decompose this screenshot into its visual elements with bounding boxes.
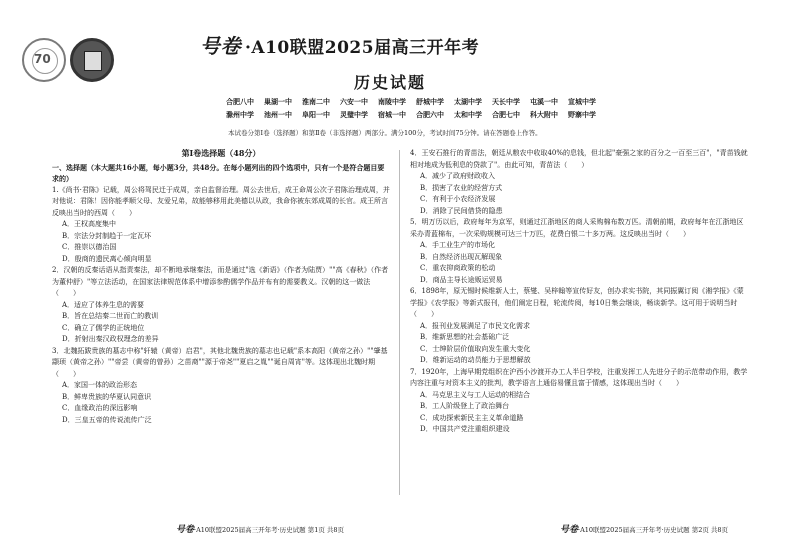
- school-list-row-2: [226, 110, 596, 120]
- school-name: 太和中学: [454, 110, 482, 119]
- school-building-icon: [70, 38, 114, 82]
- school-name: 灵璧中学: [340, 110, 368, 119]
- question-stem: 3．北魏拓跋贵族的墓志中称"轩辕（黄帝）启君"，其他北魏贵族的墓志也记载"系本高阳（黄帝之孙）""肇基颛顼（黄帝之孙）""帝尝（黄帝的曾孙）之苗裔""源于帝尧""夏启之胤""诞自周宵"等。这体现出北魏时期（ ）: [52, 346, 388, 378]
- answer-option: A．报刊业发展满足了市民文化需求: [420, 321, 531, 330]
- answer-option: D．消除了民间借贷的隐患: [420, 206, 503, 215]
- school-name: 天长中学: [492, 97, 520, 106]
- question-stem: 5．明万历以后，政府每年为京军，则通过江浙地区的商人采购棉布数万匹。清朝前期，政府每年在江浙地区采办青蓝棉布，一次采购规模可达三十万匹，花费白银二十多万两。这反映出当时（ ）: [410, 218, 744, 238]
- answer-option: D．三皇五帝的传说流传广泛: [62, 415, 152, 424]
- answer-option: A．家国一体的政治形态: [62, 381, 138, 389]
- school-name: 合肥八中: [226, 97, 254, 106]
- answer-option: A．适应了体养生息的需要: [62, 300, 145, 309]
- answer-option: A．减少了政府财政收入: [420, 172, 496, 180]
- answer-option: A．手工业生产的市场化: [420, 241, 496, 249]
- answer-option: D．殷商的遗民离心倾向明显: [62, 254, 152, 263]
- school-name: 野寨中学: [568, 110, 596, 119]
- answer-option: B．鲜卑贵族的华夏认同意识: [62, 392, 152, 401]
- school-name: 阜阳一中: [302, 110, 330, 119]
- exam-title-text: ·A10联盟2025届高三开年考: [245, 38, 480, 58]
- school-name: 巢湖一中: [264, 97, 292, 106]
- right-column: [410, 148, 748, 436]
- footer-text: ·A10联盟2025届高三开年考·历史试题 第1页 共8页: [194, 526, 345, 534]
- school-name: 屯溪一中: [530, 97, 558, 106]
- answer-option: C．重农抑商政策的松动: [420, 264, 496, 272]
- answer-option: B．损害了农业的经营方式: [420, 183, 503, 192]
- page-footer-right: [560, 522, 728, 535]
- school-list-row-1: [226, 97, 596, 107]
- answer-option: C．确立了儒学的正统地位: [62, 323, 145, 332]
- emblem-number: 70: [34, 52, 51, 66]
- footer-brand: 号卷: [560, 525, 579, 535]
- school-name: 滁州中学: [226, 110, 254, 119]
- school-name: 池州一中: [264, 110, 292, 119]
- school-name: 合肥七中: [492, 110, 520, 119]
- exam-title: [200, 30, 479, 59]
- answer-option: B．旨在总结秦二世而亡的教训: [62, 312, 159, 320]
- subject-title: 历史试题: [354, 73, 427, 92]
- brand-mark: 号卷: [200, 34, 241, 58]
- school-name: 淮南二中: [302, 97, 330, 106]
- left-column: [52, 148, 390, 426]
- alliance-emblem-icon: [22, 38, 66, 82]
- answer-option: C．推崇以德治国: [62, 243, 117, 251]
- question-stem: 2．汉朝的反秦话语从指责秦法，却不断地承继秦法，而是通过"选《新语》（作者为陆贾）""高《春秋》（作者为董仲舒）"等立法活动，在国家法律规范体系中增添参酌儒学作品并布有的需要教义。汉朝的这一做法（ ）: [52, 266, 389, 297]
- footer-text: ·A10联盟2025届高三开年考·历史试题 第2页 共8页: [578, 526, 729, 534]
- school-name: 科大附中: [530, 110, 558, 119]
- footer-brand: 号卷: [176, 525, 195, 535]
- school-name: 六安一中: [340, 97, 368, 106]
- answer-option: C．有利于小农经济发展: [420, 195, 496, 203]
- question-stem: 7．1920年，上海早期党组织在沪西小沙渡开办工人半日学校，注重发挥工人先进分子的示范带动作用，教学内容注重与对资本主义的批判，教学语言上通俗易懂且富于情感，这体现出当时（ ）: [410, 367, 748, 387]
- answer-option: D．商品主导长途贩运贸易: [420, 275, 503, 284]
- answer-option: D．维新运动的动员能力于思想解放: [420, 356, 531, 364]
- answer-option: D．中国共产党注重组织建设: [420, 425, 510, 433]
- page-footer-left: [176, 522, 344, 535]
- question-stem: 6．1898年，原无锡时候维新人士，蔡燮、吴梓翰等宣传好友，创办求实书院，其同振翼订阅《湘学报》《蒙学报》《农学报》等新式报刊，他们阐定日程，轮流传阅，每10日集会继谈，畅谈新学。这可用于说明当时（ ）: [410, 287, 744, 318]
- school-name: 宿城一中: [378, 110, 406, 119]
- answer-option: D．折射出秦汉政权理念的差异: [62, 335, 159, 343]
- answer-option: C．血缘政治的深远影响: [62, 404, 138, 412]
- answer-option: C．成功探索新民主主义革命道路: [420, 413, 524, 422]
- school-name: 舒城中学: [416, 97, 444, 106]
- question-stem: 1.《尚书·君陈》记载，周公将驾民迁于成周，亲自监督治理。周公去世后，成王命周公次子君陈治理成周，并对他说：君陈！因你能孝顺父母、友爱兄弟，故能够移用此美德以从政，我命你被东郊成周的长官。成王所言反映出当时的西周（ ）: [52, 185, 390, 217]
- answer-option: A．王权高度集中: [62, 220, 117, 228]
- part-heading: 一、选择题（本大题共16小题，每小题3分，共48分。在每小题列出的四个选项中，只有一个是符合题目要求的）: [52, 162, 385, 183]
- answer-option: B．宗法分封制趋于一定瓦坏: [62, 231, 152, 240]
- column-divider: [399, 150, 400, 495]
- school-name: 太湖中学: [454, 97, 482, 106]
- answer-option: B．维新思想的社会基础广泛: [420, 333, 510, 341]
- school-name: 合肥六中: [416, 110, 444, 119]
- answer-option: A．马克思主义与工人运动的相结合: [420, 390, 531, 399]
- exam-instructions: 本试卷分第Ⅰ卷（选择题）和第Ⅱ卷（非选择题）两部分。满分100分，考试时间75分钟。请在答题卷上作答。: [228, 129, 542, 137]
- school-name: 宣城中学: [568, 97, 596, 106]
- answer-option: B．工人阶级登上了政治舞台: [420, 402, 510, 410]
- question-stem: 4．王安石推行的青苗法，朝廷从粮农中收取40%的息钱，但北起"豪强之家的百分之一百至三百"，"青苗钱就相对地成为低利息的贷款了"。由此可知，青苗法（ ）: [410, 149, 748, 169]
- answer-option: B．自然经济出现瓦解现象: [420, 252, 503, 261]
- school-name: 南陵中学: [378, 97, 406, 106]
- section-title: 第Ⅰ卷选择题（48分）: [181, 148, 261, 158]
- answer-option: C．士绅阶层价值取向发生重大变化: [420, 344, 531, 353]
- building-shape: [84, 51, 102, 71]
